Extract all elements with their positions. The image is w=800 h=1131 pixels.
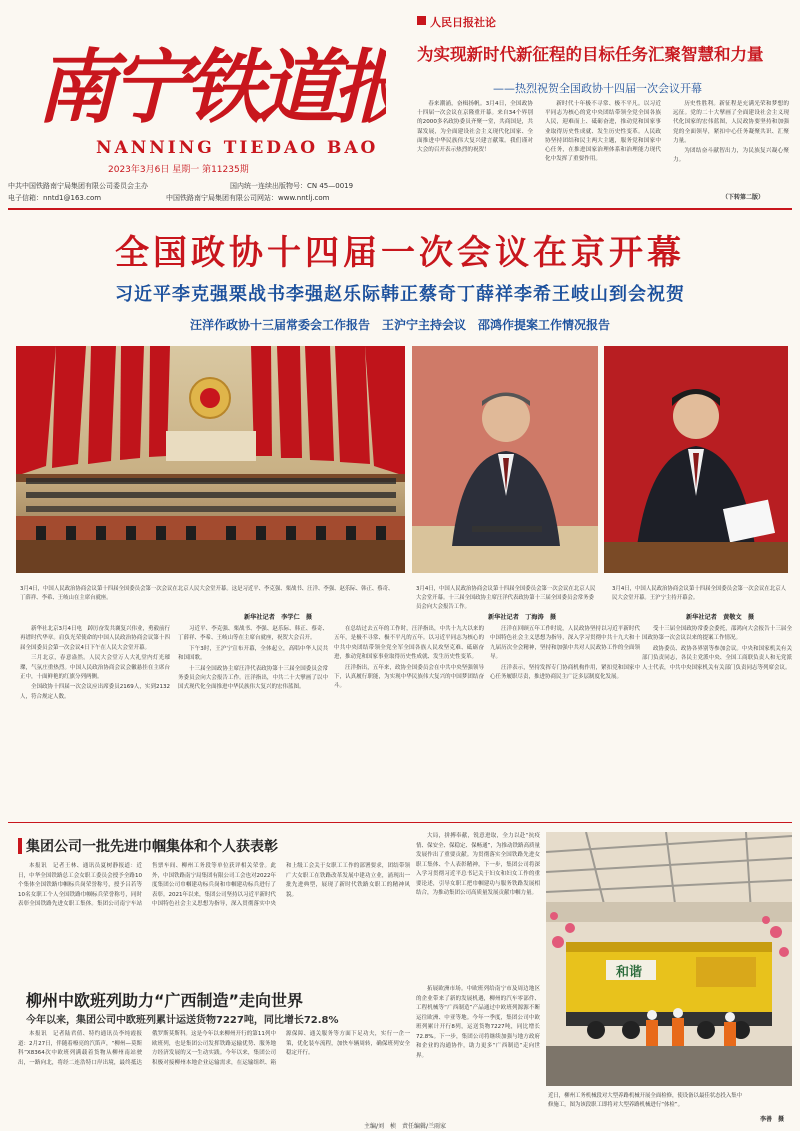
main-article-column — [642, 625, 792, 817]
email-text: 电子信箱：nntd1@163.com — [8, 194, 102, 202]
speaker-photo-2 — [604, 346, 788, 573]
divider-rule — [8, 208, 792, 210]
main-article-paragraph: 受十三届全国政协常委会委托，邵鸿向大会报告十三届全国政协第一次会议以来的提案工作情况。 — [642, 626, 792, 642]
tag-square-icon — [417, 16, 426, 25]
rail-maintenance-photo — [546, 832, 792, 1086]
assembly-hall-photo — [16, 346, 405, 573]
headline-accent-bar — [18, 838, 22, 854]
editorial-paragraph: 为团结奋斗献智出力，为民族复兴凝心聚力。 — [673, 148, 789, 164]
issue-date-line: 2023年3月6日 星期一 第11235期 — [108, 165, 249, 175]
website-text: 中国铁路南宁局集团有限公司网站：www.nntlj.com — [166, 194, 330, 202]
main-article-column — [20, 625, 170, 817]
main-article-paragraph: 习近平、李克强、栗战书、李强、赵乐际、韩正、蔡奇、丁薛祥、李希、王岐山等在主席台就座，祝贺大会召开。 — [178, 626, 328, 642]
story2-paragraph: 拓展欧洲市场。中欧班列给南宁市及周边地区的企业带来了新的发展机遇，柳州的汽车零部件、工程机械等“广西制造”产品通过中欧班列源源不断运往欧洲、中亚等地。今年一季度，集团公司中欧班列累计开行8列，运送货物7227吨，同比增长72.8%。下一步，集团公司将继续加强与地方政府和企业的沟通协作，助力更多“广西制造”走向世界。 — [416, 986, 540, 1059]
sponsor-text: 中共中国铁路南宁局集团有限公司委员会主办 — [8, 182, 148, 190]
hall-photo-credit: 新华社记者 李学仁 摄 — [244, 614, 313, 621]
editorial-tag: 人民日报社论 — [430, 16, 496, 29]
speaker2-photo-caption: 3月4日，中国人民政治协商会议第十四届全国委员会第一次会议在北京人民大会堂开幕。王沪宁主持开幕会。 — [612, 586, 786, 601]
sponsor-line — [8, 181, 403, 191]
speaker-photo-1 — [412, 346, 598, 573]
story1-continuation — [416, 832, 540, 982]
main-article-paragraph: 十三届全国政协主席汪洋代表政协第十三届全国委员会常务委员会向大会报告工作。汪洋指出，中共二十大擘画了以中国式现代化全面推进中华民族伟大复兴的宏伟蓝图。 — [178, 665, 328, 691]
main-article-paragraph: 政协委员、政协各界别等参加会议。中央和国家机关有关部门负责同志，各民主党派中央、全国工商联负责人和无党派人士代表，中共中央国家机关有关部门负责同志等列席会议。 — [642, 645, 792, 671]
story2-body — [18, 1030, 410, 1122]
editor-credit-line: 主编/刘 桢 责任编辑/兰雨家 — [364, 1123, 447, 1130]
story2-subheadline: 今年以来，集团公司中欧班列累计运送货物7227吨，同比增长72.8% — [26, 1015, 339, 1026]
continued-note: （下转第二版） — [722, 194, 765, 201]
editorial-paragraph: 新时代十年极不寻常、极不平凡。以习近平同志为核心的党中央团结带领全党全国各族人民，迎难而上、砥砺奋进，推动党和国家事业取得历史性成就、发生历史性变革。人民政协坚持团结和民主两大主题，服务党和国家中心任务，在推进国家治理体系和治理能力现代化中发挥了重要作用。 — [545, 101, 661, 163]
main-subhead: 习近平李克强栗战书李强赵乐际韩正蔡奇丁薛祥李希王岐山到会祝贺 — [115, 284, 685, 305]
main-article-paragraph: 汪洋表示，坚持发挥专门协商机构作用，紧扣党和国家中心任务履职尽责，推进协商民主广泛多层制度化发展。 — [490, 664, 640, 681]
speaker2-photo-credit: 新华社记者 黄敬文 摄 — [686, 614, 755, 621]
main-subhead-secondary: 汪洋作政协十三届常委会工作报告 王沪宁主持会议 邵鸿作提案工作情况报告 — [189, 318, 610, 332]
story1-headline: 集团公司一批先进巾帼集体和个人获表彰 — [26, 839, 278, 855]
rail-photo-credit: 李善 摄 — [760, 1116, 785, 1123]
editorial-paragraph: 春来潮涌，奋楫扬帆。3月4日，全国政协十四届一次会议在京隆重开幕。来自34个界别的2000多名政协委员齐聚一堂，共商国是，共谋发展，为全面建设社会主义现代化国家、全面推进中华民族伟大复兴建言献策。我们谨对大会的召开表示热烈的祝贺！ — [417, 101, 533, 154]
divider-rule — [8, 822, 792, 823]
masthead-pinyin: NANNING TIEDAO BAO — [96, 138, 379, 158]
story1-paragraph: 大局，拼搏奉献，锐意进取，全力以赴“抗疫情、保安全、保稳定、保畅通”，为推动铁路高质量发展作出了重要贡献。为贯彻落实全国铁路先进女职工集体、个人表彰精神，下一步，集团公司将深入学习贯彻习近平总书记关于妇女和妇女工作的重要论述，引导女职工把巾帼建功与服务铁路发展相结合，为推动集团公司高质量发展贡献巾帼力量。 — [416, 833, 540, 896]
main-article-paragraph: 下午3时，王沪宁宣布开幕，全体起立，高唱中华人民共和国国歌。 — [178, 645, 328, 662]
main-article-paragraph: 汪洋指出，五年来，政协全国委员会在中共中央坚强领导下，认真履行职能，为实现中华民族伟大复兴的中国梦团结奋斗。 — [334, 664, 484, 690]
masthead-logo — [36, 30, 386, 130]
story1-body — [18, 862, 410, 980]
masthead-title: 南宁铁道报 — [36, 40, 386, 130]
story1-paragraph: 本报讯 记者王林、通讯员夏树静报道：近日，中华全国铁路总工会女职工委员会授予全路10个集体全国铁路巾帼标兵岗荣誉称号，授予吕若等10名女职工个人全国铁路巾帼标兵荣誉称号，同时表彰全国铁路先进女职工集体。集团公司南宁车站售票车间、柳州工务段等单位获评相关荣誉。此外，中国铁路南宁局集团有限公司工会也对2022年度集团公司巾帼建功标兵岗和巾帼建功标兵进行了表彰。2021年以来，集团公司坚持以习近平新时代中国特色社会主义思想为指导，深入贯彻落实中央和上级工会关于女职工工作的部署要求，团结带领广大女职工在铁路改革发展中建功立业，涌现出一批先进典型，展现了新时代铁路女职工的精神风貌。 — [18, 863, 410, 907]
contact-line — [8, 193, 403, 203]
story2-continuation — [416, 985, 540, 1113]
editorial-subhead: ——热烈祝贺全国政协十四届一次会议开幕 — [493, 82, 702, 95]
main-headline: 全国政协十四届一次会议在京开幕 — [115, 233, 685, 273]
main-article-column — [334, 625, 484, 817]
hall-photo-caption: 3月4日，中国人民政治协商会议第十四届全国委员会第一次会议在北京人民大会堂开幕。这是习近平、李克强、栗战书、汪洋、李强、赵乐际、韩正、蔡奇、丁薛祥、李希、王岐山在主席台就座。 — [20, 586, 394, 601]
main-article-paragraph: 汪洋在回顾五年工作时说，人民政协坚持以习近平新时代中国特色社会主义思想为指导，深入学习贯彻中共十九大和十九届历次全会精神，坚持和加强中共对人民政协工作的全面领导。 — [490, 626, 640, 661]
speaker1-photo-credit: 新华社记者 丁海涛 摄 — [488, 614, 557, 621]
speaker1-photo-caption: 3月4日，中国人民政治协商会议第十四届全国委员会第一次会议在北京人民大会堂开幕。十三届全国政协主席汪洋代表政协第十三届全国委员会常务委员会向大会报告工作。 — [416, 586, 596, 610]
editorial-headline: 为实现新时代新征程的目标任务汇聚智慧和力量 — [417, 45, 764, 64]
editorial-body — [417, 100, 789, 202]
cn-number: 国内统一连续出版物号：CN 45—0019 — [230, 182, 354, 190]
story2-headline: 柳州中欧班列助力“广西制造”走向世界 — [26, 991, 304, 1010]
story2-paragraph: 本报讯 记者陆君倩、特约通讯员李纯霞报道：2月27日，伴随着嘹亮的汽笛声，“柳州—莫斯科”X8364次中欧班列满载着货物从柳州南站驶出，一路向北，将经二连浩特口岸出境，最终抵达俄罗斯莫斯科。这是今年以来柳州开行的第11列中欧班列，也是集团公司发挥铁路运输优势、服务地方经济发展的又一生动实践。今年以来，集团公司积极对接柳州本地企业运输需求，在运输组织、箱源保障、通关服务等方面下足功夫，实行一企一策，优化装车流程，加快车辆周转，确保班列安全稳定开行。 — [18, 1031, 410, 1066]
main-article-paragraph: 新华社北京3月4日电 踔厉奋发共襄复兴伟业，勇毅前行再谱时代华章。肩负光荣使命的中国人民政治协商会议第十四届全国委员会第一次会议4日下午在人民大会堂开幕。 — [20, 626, 170, 651]
main-article-paragraph: 在总结过去五年的工作时，汪洋指出，中共十九大以来的五年，是极不寻常、极不平凡的五年。以习近平同志为核心的中共中央团结带领全党全军全国各族人民攻坚克难、砥砺奋进，推动党和国家事业取得历史性成就、发生历史性变革。 — [334, 626, 484, 661]
main-article-paragraph: 三月北京，春意盎然。人民大会堂万人大礼堂内灯光璀璨，气氛庄重热烈。中国人民政治协商会议会徽悬挂在主席台正中，十面鲜艳的红旗分列两侧。 — [20, 655, 170, 681]
editorial-paragraph: 历史性胜利。新征程是充满光荣和梦想的远征。党的二十大擘画了全面建设社会主义现代化国家的宏伟蓝图，人民政协要坚持和加强党的全面领导，紧扣中心任务凝聚共识、汇聚力量。 — [673, 101, 789, 144]
main-article-column — [490, 625, 640, 817]
machine-sign-text: 和谐 — [616, 965, 643, 980]
main-article-column — [178, 625, 328, 817]
rail-photo-caption: 近日，柳州工务机械段对大型养路机械开展全面检修，使设备以最佳状态投入集中修施工，图为该段职工即将对大型养路机械进行“体检”。 — [548, 1093, 743, 1108]
main-article-paragraph: 全国政协十四届一次会议应出席委员2169人，实到2132人，符合规定人数。 — [20, 684, 170, 700]
